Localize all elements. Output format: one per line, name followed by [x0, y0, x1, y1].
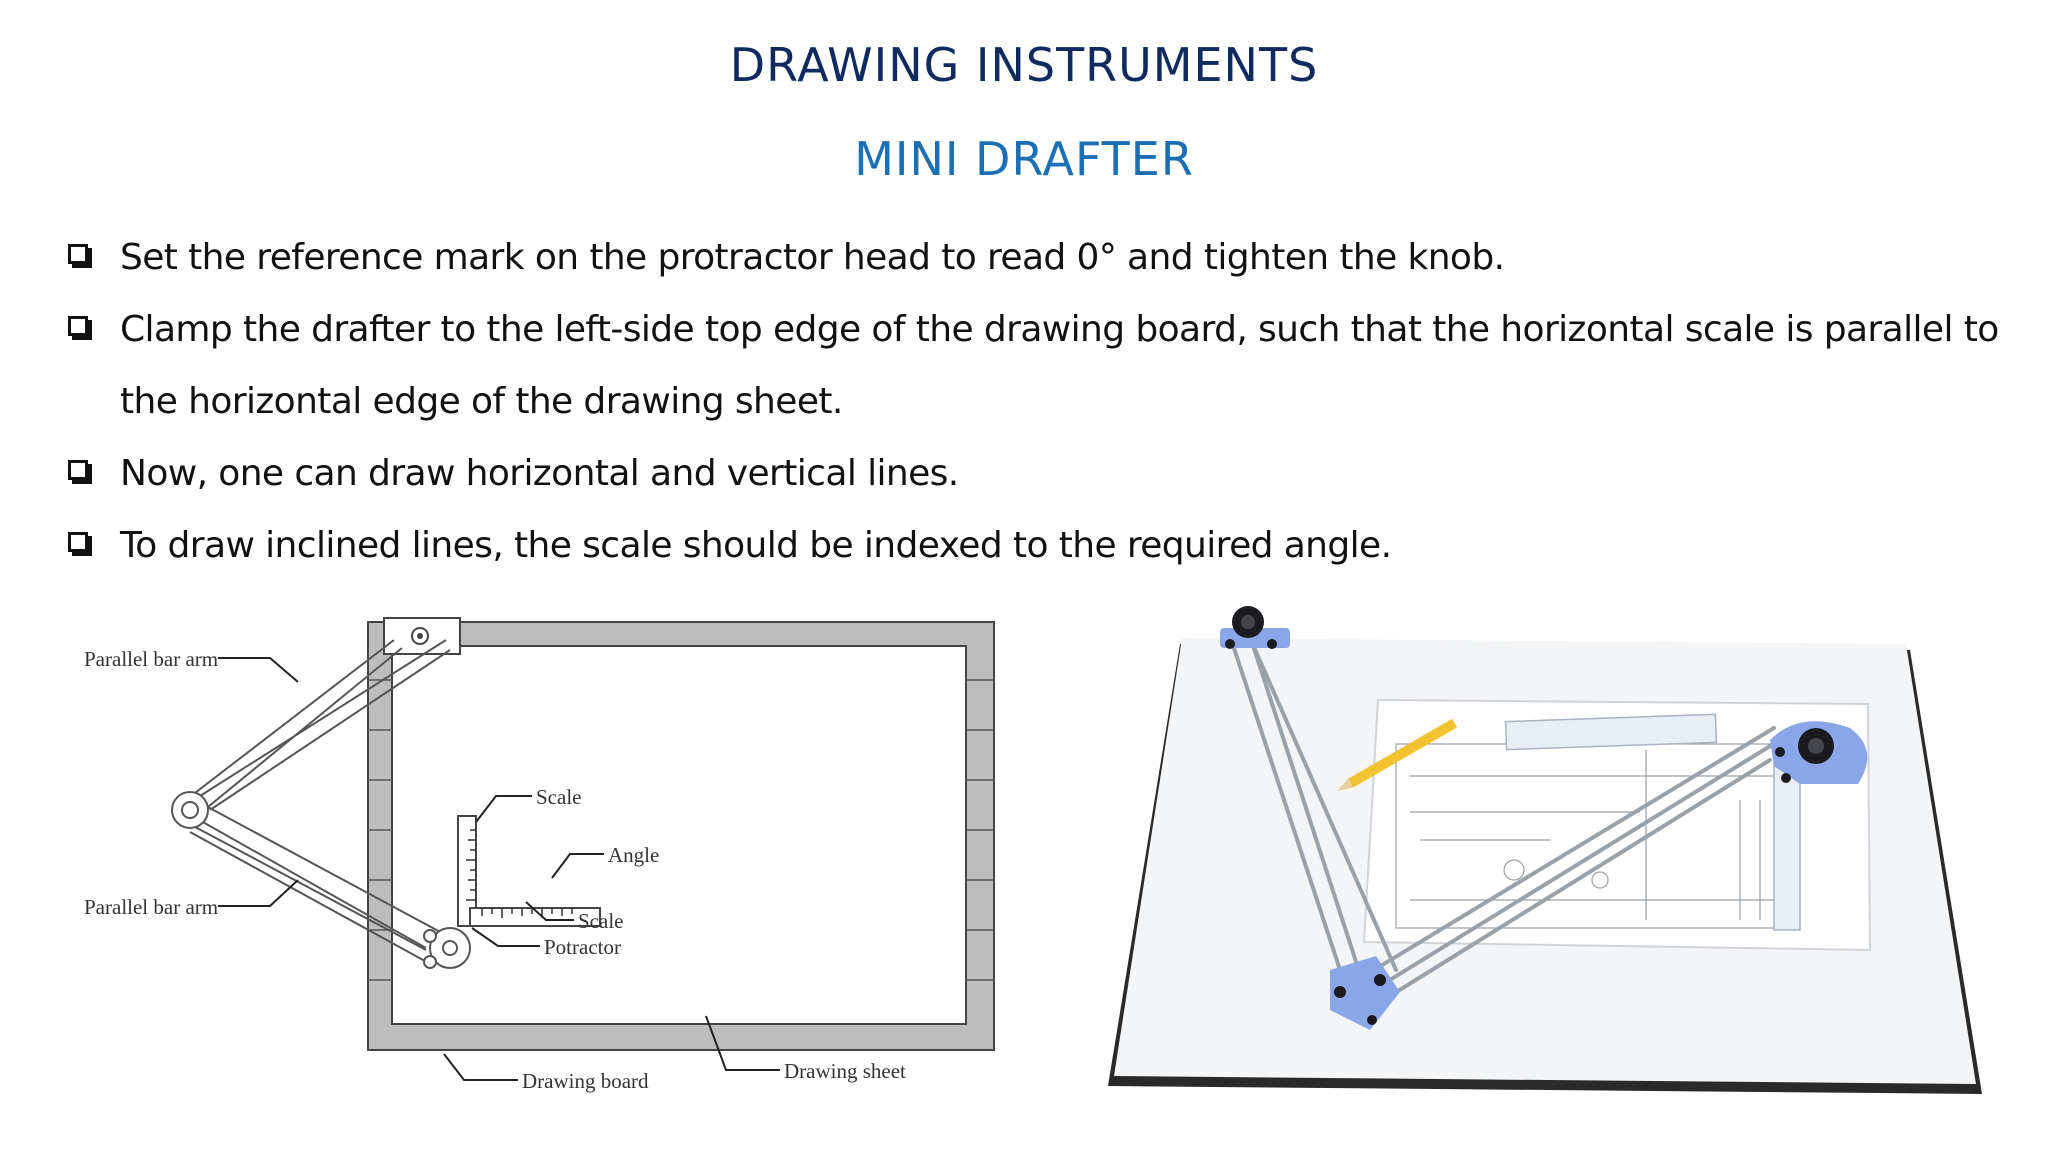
label-parallel-bar-arm-bottom: Parallel bar arm	[84, 895, 219, 919]
label-drawing-board: Drawing board	[522, 1069, 649, 1093]
bullet-item	[64, 222, 2024, 294]
mini-drafter-diagram	[70, 600, 1030, 1120]
bullet-item	[64, 294, 2024, 438]
label-drawing-sheet: Drawing sheet	[784, 1059, 906, 1083]
page-title: DRAWING INSTRUMENTS	[729, 38, 1319, 92]
bullet-text: To draw inclined lines, the scale should be indexed to the required angle.	[120, 525, 1392, 566]
label-scale-bottom: Scale	[578, 909, 624, 933]
bullet-text: Set the reference mark on the protractor head to read 0° and tighten the knob.	[120, 237, 1505, 278]
mini-drafter-photo	[1080, 600, 2000, 1120]
bullet-item	[64, 510, 2024, 582]
label-scale-top: Scale	[536, 785, 582, 809]
checkbox-bullet-icon	[68, 316, 88, 336]
checkbox-bullet-icon	[68, 532, 88, 552]
bullet-list	[64, 222, 2024, 582]
page-subtitle: MINI DRAFTER	[854, 132, 1194, 186]
checkbox-bullet-icon	[68, 460, 88, 480]
label-parallel-bar-arm-top: Parallel bar arm	[84, 647, 219, 671]
bullet-text: Clamp the drafter to the left-side top edge of the drawing board, such that the horizontal scale is parallel to the horizontal edge of the drawing sheet.	[120, 309, 1999, 422]
label-angle: Angle	[608, 843, 660, 867]
bullet-text: Now, one can draw horizontal and vertical lines.	[120, 453, 959, 494]
bullet-item	[64, 438, 2024, 510]
checkbox-bullet-icon	[68, 244, 88, 264]
label-protractor: Potractor	[544, 935, 621, 959]
drawing-sheet-shape	[392, 646, 966, 1024]
